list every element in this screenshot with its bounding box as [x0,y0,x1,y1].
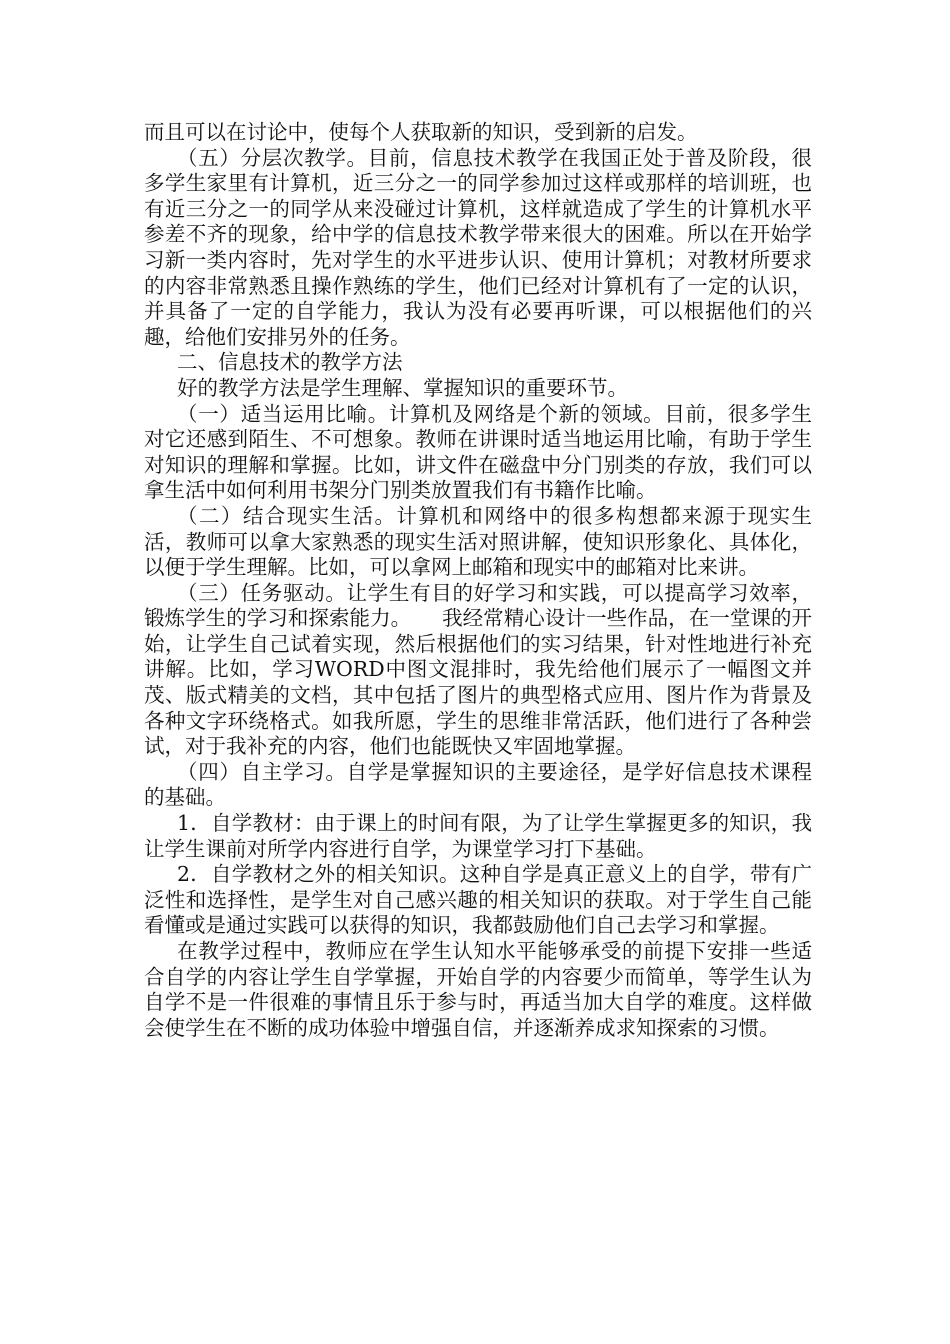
document-body [144,120,812,1041]
paragraph-metaphor: （一）适当运用比喻。计算机及网络是个新的领域。目前，很多学生对它还感到陌生、不可想象。教师在讲课时适当地运用比喻，有助于学生对知识的理解和掌握。比如，讲文件在磁盘中分门别类的存放，我们可以拿生活中如何利用书架分门别类放置我们有书籍作比喻。 [144,401,812,503]
paragraph-method-intro: 好的教学方法是学生理解、掌握知识的重要环节。 [177,375,628,400]
paragraph-task-driven: （三）任务驱动。让学生有目的好学习和实践，可以提高学习效率，锻炼学生的学习和探索能力。 我经常精心设计一些作品，在一堂课的开始，让学生自己试着实现，然后根据他们的实习结果，针对性地进行补充讲解。比如，学习WORD中图文混排时，我先给他们展示了一幅图文并茂、版式精美的文档，其中包括了图片的典型格式应用、图片作为背景及各种文字环绕格式。如我所愿，学生的思维非常活跃，他们进行了各种尝试，对于我补充的内容，他们也能既快又牢固地掌握。 [144,580,812,759]
section-heading-teaching-methods: 二、信息技术的教学方法 [177,350,403,375]
list-item-self-study-extra: 2．自学教材之外的相关知识。这种自学是真正意义上的自学，带有广泛性和选择性，是学生对自己感兴趣的相关知识的获取。对于学生自己能看懂或是通过实践可以获得的知识，我都鼓励他们自己去学习和掌握。 [144,862,812,938]
list-item-self-study-textbook: 1．自学教材：由于课上的时间有限，为了让学生掌握更多的知识，我让学生课前对所学内容进行自学，为课堂学习打下基础。 [144,811,812,861]
paragraph-tiered-teaching: （五）分层次教学。目前，信息技术教学在我国正处于普及阶段，很多学生家里有计算机，近三分之一的同学参加过这样或那样的培训班，也有近三分之一的同学从来没碰过计算机，这样就造成了学生的计算机水平参差不齐的现象，给中学的信息技术教学带来很大的困难。所以在开始学习新一类内容时，先对学生的水平进步认识、使用计算机；对教材所要求的内容非常熟悉且操作熟练的学生，他们已经对计算机有了一定的认识，并具备了一定的自学能力，我认为没有必要再听课，可以根据他们的兴趣，给他们安排另外的任务。 [144,145,812,349]
paragraph-conclusion: 在教学过程中，教师应在学生认知水平能够承受的前提下安排一些适合自学的内容让学生自学掌握，开始自学的内容要少而简单，等学生认为自学不是一件很难的事情且乐于参与时，再适当加大自学的难度。这样做会使学生在不断的成功体验中增强自信，并逐渐养成求知探索的习惯。 [144,939,812,1040]
paragraph-self-learning: （四）自主学习。自学是掌握知识的主要途径，是学好信息技术课程的基础。 [144,759,812,810]
paragraph-real-life: （二）结合现实生活。计算机和网络中的很多构想都来源于现实生活，教师可以拿大家熟悉的现实生活对照讲解，使知识形象化、具体化，以便于学生理解。比如，可以拿网上邮箱和现实中的邮箱对比来讲。 [144,503,812,580]
paragraph-continuation: 而且可以在讨论中，使每个人获取新的知识，受到新的启发。 [144,120,698,144]
